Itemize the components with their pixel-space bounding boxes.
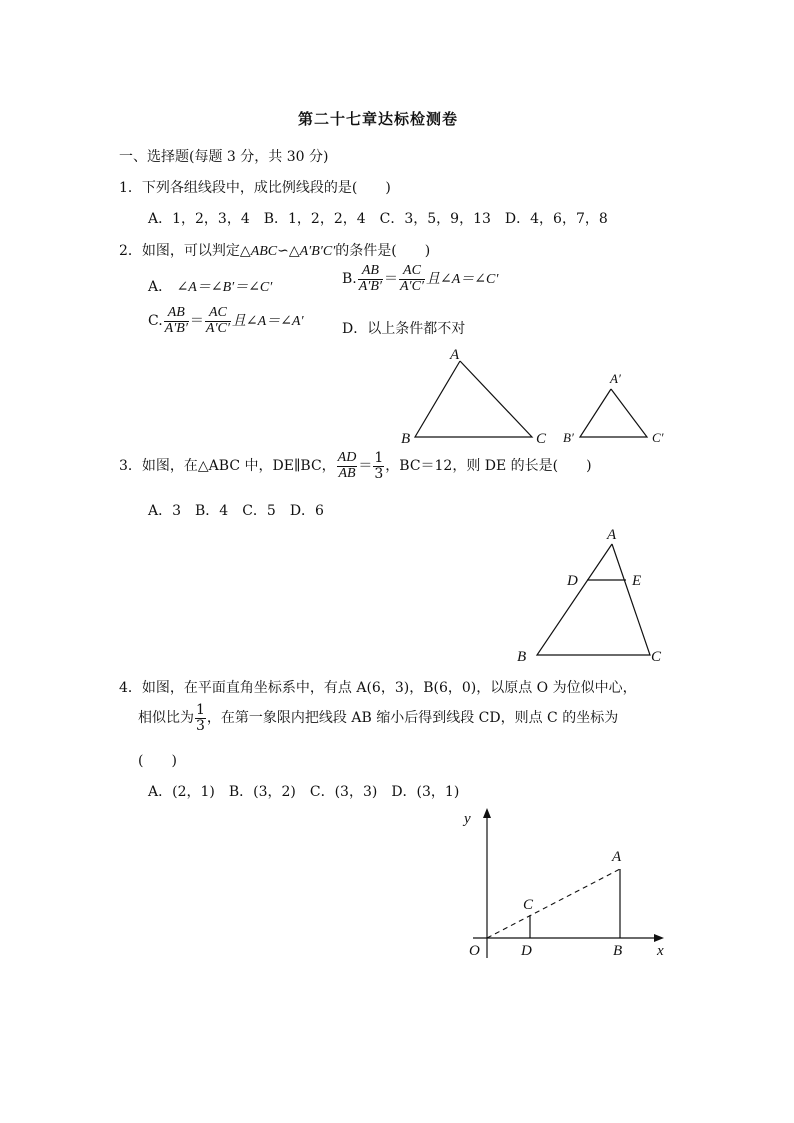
fraction-denominator: A′B′ bbox=[164, 320, 188, 336]
question-2-stem-pre: 2．如图，可以判定 bbox=[119, 243, 240, 259]
question-4-options: A．(2，1) B．(3，2) C．(3，3) D．(3，1) bbox=[148, 784, 460, 800]
fraction-denominator: A′B′ bbox=[358, 278, 382, 294]
label-c: C bbox=[536, 431, 547, 447]
question-3-stem-pre: 3．如图，在△ABC 中，DE∥BC， bbox=[119, 458, 336, 475]
question-2-stem-post: 的条件是( ) bbox=[335, 243, 431, 259]
label-x: x bbox=[657, 943, 664, 959]
label-o: O bbox=[469, 943, 480, 959]
triangle-abc bbox=[415, 361, 532, 437]
question-3-options: A．3 B．4 C．5 D．6 bbox=[148, 503, 324, 519]
option-a-text: ∠A＝∠B′＝∠C′ bbox=[176, 280, 273, 295]
question-3-stem-post: ，BC＝12，则 DE 的长是( ) bbox=[385, 458, 592, 475]
question-4-line-2 bbox=[138, 703, 618, 733]
fraction-denominator: A′C′ bbox=[205, 320, 230, 336]
equals-sign: ＝ bbox=[383, 271, 398, 288]
fraction-denominator: 3 bbox=[374, 465, 384, 482]
fraction bbox=[195, 703, 206, 733]
label-c: C bbox=[651, 649, 662, 665]
question-2-option-c bbox=[148, 306, 304, 336]
label-e: E bbox=[632, 573, 642, 589]
question-1-stem: 1．下列各组线段中，成比例线段的是( ) bbox=[119, 180, 391, 196]
question-2-similarity: △ABC∽△A′B′C′ bbox=[239, 244, 336, 259]
fraction bbox=[337, 451, 358, 481]
fraction-denominator: A′C′ bbox=[399, 278, 424, 294]
label-d: D bbox=[567, 573, 578, 589]
page-title: 第二十七章达标检测卷 bbox=[298, 110, 459, 128]
question-4-line-2-pre: 相似比为 bbox=[138, 710, 194, 727]
fraction bbox=[358, 264, 383, 294]
question-2-figure bbox=[390, 345, 690, 450]
question-3-figure bbox=[510, 522, 675, 667]
label-a-prime: A′ bbox=[610, 371, 621, 386]
label-a: A bbox=[607, 527, 617, 543]
question-2-option-d: D．以上条件都不对 bbox=[342, 321, 466, 337]
x-axis-arrow bbox=[654, 934, 664, 942]
dashed-line-oa bbox=[487, 869, 620, 938]
label-b: B bbox=[517, 649, 527, 665]
fraction-numerator: AB bbox=[358, 264, 383, 280]
triangle-abc bbox=[537, 544, 650, 655]
fraction-numerator: AC bbox=[399, 264, 425, 280]
label-a: A bbox=[612, 849, 622, 865]
option-label: B. bbox=[342, 271, 357, 288]
fraction-denominator: AB bbox=[338, 465, 356, 481]
label-b-prime: B′ bbox=[563, 430, 574, 445]
fraction bbox=[399, 264, 425, 294]
fraction-numerator: AC bbox=[205, 306, 231, 322]
option-label: C. bbox=[148, 313, 163, 330]
label-d: D bbox=[521, 943, 532, 959]
fraction-numerator: 1 bbox=[196, 702, 205, 718]
equals-sign: ＝ bbox=[358, 458, 373, 475]
fraction bbox=[205, 306, 231, 336]
question-2-option-a bbox=[148, 276, 272, 296]
label-b: B bbox=[401, 431, 411, 447]
question-4-line-2-post: ，在第一象限内把线段 AB 缩小后得到线段 CD，则点 C 的坐标为 bbox=[206, 710, 619, 727]
fraction bbox=[373, 451, 384, 481]
label-c: C bbox=[523, 897, 534, 913]
label-c-prime: C′ bbox=[652, 430, 664, 445]
section-heading: 一、选择题(每题 3 分，共 30 分) bbox=[119, 149, 329, 165]
fraction-numerator: 1 bbox=[374, 450, 384, 466]
label-b: B bbox=[613, 943, 623, 959]
question-2-stem bbox=[119, 240, 430, 260]
option-condition: 且∠A＝∠C′ bbox=[426, 272, 499, 288]
fraction bbox=[164, 306, 189, 336]
question-4-figure bbox=[455, 800, 680, 965]
question-4-answer-paren: ( ) bbox=[138, 753, 177, 769]
fraction-numerator: AB bbox=[164, 306, 189, 322]
option-label: A． bbox=[148, 279, 173, 295]
fraction-denominator: 3 bbox=[196, 717, 205, 734]
label-y: y bbox=[464, 811, 471, 827]
fraction-numerator: AD bbox=[337, 450, 357, 465]
question-2-option-b bbox=[342, 264, 498, 294]
question-1-options: A．1，2，3，4 B．1，2，2，4 C．3，5，9，13 D．4，6，7，8 bbox=[148, 211, 608, 227]
equals-sign: ＝ bbox=[189, 313, 204, 330]
y-axis-arrow bbox=[483, 808, 491, 818]
label-a: A bbox=[450, 347, 460, 363]
triangle-abc-prime bbox=[580, 389, 647, 437]
question-4-line-1: 4．如图，在平面直角坐标系中，有点 A(6，3)，B(6，0)，以原点 O 为位似中心， bbox=[119, 680, 637, 696]
question-3-stem bbox=[119, 451, 592, 481]
option-condition: 且∠A＝∠A′ bbox=[231, 314, 304, 330]
